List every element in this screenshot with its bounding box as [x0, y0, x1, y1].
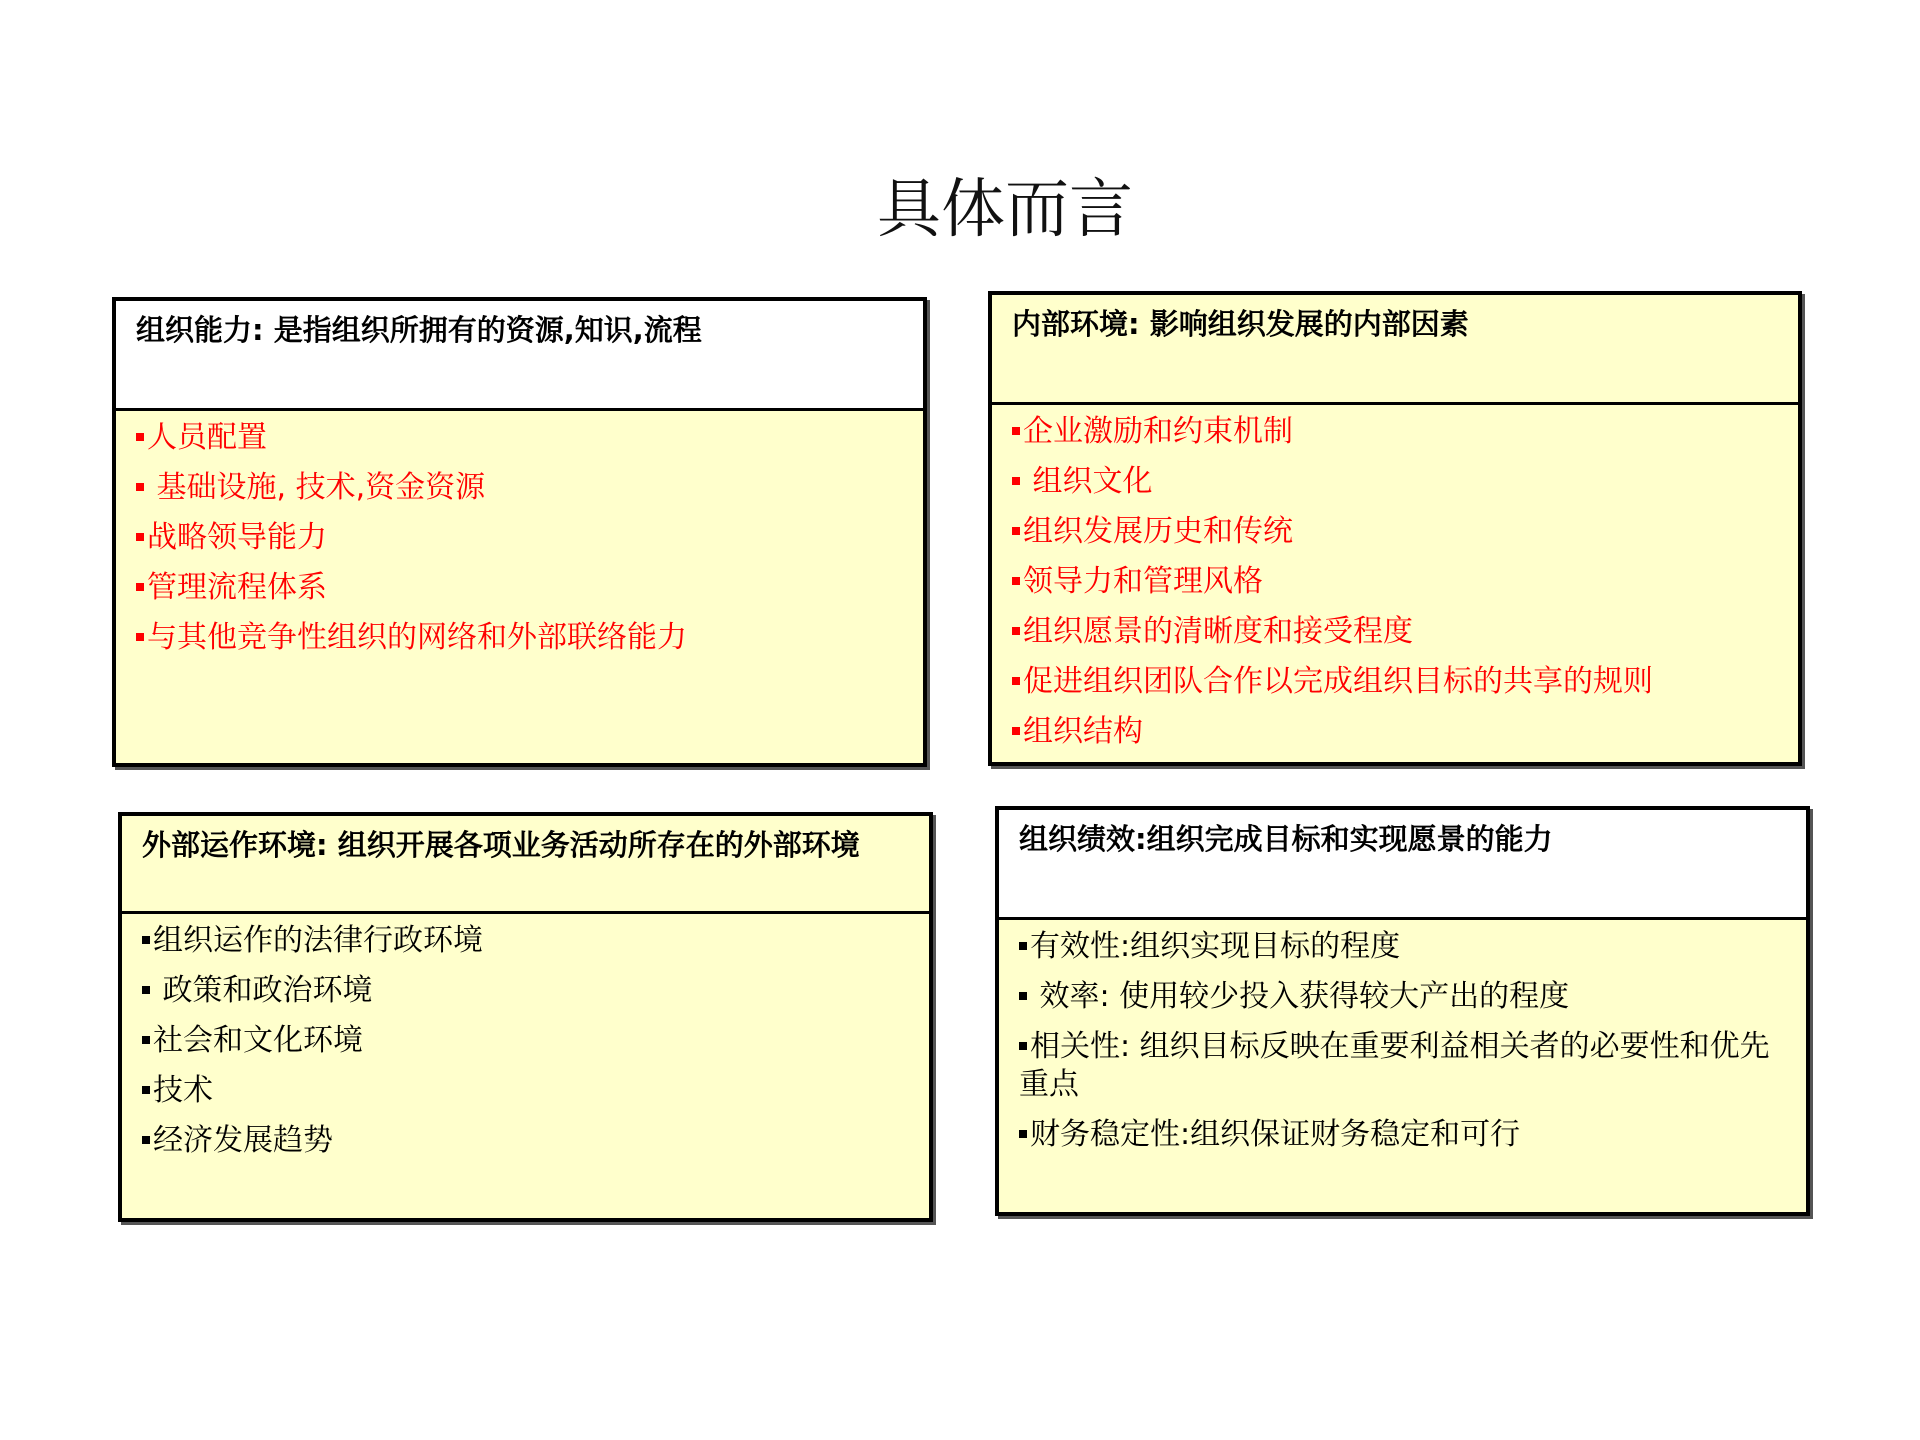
list-item: 相关性: 组织目标反映在重要利益相关者的必要性和优先重点: [1019, 1029, 1770, 1102]
square-bullet-icon: [136, 633, 144, 641]
panel-header: 内部环境: 影响组织发展的内部因素: [992, 295, 1798, 405]
list-item: 促进组织团队合作以完成组织目标的共享的规则: [1012, 663, 1778, 701]
list-item: 组织愿景的清晰度和接受程度: [1012, 613, 1778, 651]
square-bullet-icon: [1012, 677, 1020, 685]
panel-header: 外部运作环境: 组织开展各项业务活动所存在的外部环境: [122, 816, 929, 914]
panel-internal-environment: [988, 291, 1802, 766]
panel-body: [992, 405, 1798, 751]
list-item: 有效性:组织实现目标的程度: [1019, 928, 1786, 966]
square-bullet-icon: [136, 533, 144, 541]
panel-organizational-performance: [995, 806, 1810, 1216]
square-bullet-icon: [1012, 527, 1020, 535]
list-item: 社会和文化环境: [142, 1022, 909, 1060]
square-bullet-icon: [1019, 992, 1027, 1000]
square-bullet-icon: [136, 583, 144, 591]
list-item: 领导力和管理风格: [1012, 563, 1778, 601]
list-item: 效率: 使用较少投入获得较大产出的程度: [1019, 978, 1786, 1016]
slide-title: 具体而言: [877, 173, 1133, 247]
panel-header: 组织能力: 是指组织所拥有的资源,知识,流程: [116, 301, 923, 411]
square-bullet-icon: [1012, 727, 1020, 735]
panel-header: 组织绩效:组织完成目标和实现愿景的能力: [999, 810, 1806, 920]
list-item: 人员配置: [136, 419, 903, 457]
panel-external-environment: [118, 812, 933, 1222]
square-bullet-icon: [1019, 1130, 1027, 1138]
list-item: 组织文化: [1012, 463, 1778, 501]
square-bullet-icon: [1012, 627, 1020, 635]
list-item: 政策和政治环境: [142, 972, 909, 1010]
square-bullet-icon: [1012, 477, 1020, 485]
square-bullet-icon: [136, 433, 144, 441]
square-bullet-icon: [142, 986, 150, 994]
list-item: 战略领导能力: [136, 519, 903, 557]
square-bullet-icon: [142, 936, 150, 944]
square-bullet-icon: [1019, 1042, 1027, 1050]
list-item: 组织运作的法律行政环境: [142, 922, 909, 960]
square-bullet-icon: [142, 1036, 150, 1044]
square-bullet-icon: [136, 483, 144, 491]
panel-body: [116, 411, 923, 657]
square-bullet-icon: [1019, 942, 1027, 950]
panel-organizational-capacity: [112, 297, 927, 767]
list-item: 经济发展趋势: [142, 1122, 909, 1160]
list-item: 与其他竞争性组织的网络和外部联络能力: [136, 619, 903, 657]
list-item: 组织结构: [1012, 713, 1778, 751]
panel-body: [999, 920, 1806, 1154]
list-item: 财务稳定性:组织保证财务稳定和可行: [1019, 1116, 1786, 1154]
list-item: 管理流程体系: [136, 569, 903, 607]
square-bullet-icon: [1012, 577, 1020, 585]
list-item: 基础设施, 技术,资金资源: [136, 469, 903, 507]
list-item: 组织发展历史和传统: [1012, 513, 1778, 551]
panel-body: [122, 914, 929, 1160]
square-bullet-icon: [142, 1086, 150, 1094]
square-bullet-icon: [1012, 427, 1020, 435]
square-bullet-icon: [142, 1136, 150, 1144]
list-item: 企业激励和约束机制: [1012, 413, 1778, 451]
list-item: 技术: [142, 1072, 909, 1110]
